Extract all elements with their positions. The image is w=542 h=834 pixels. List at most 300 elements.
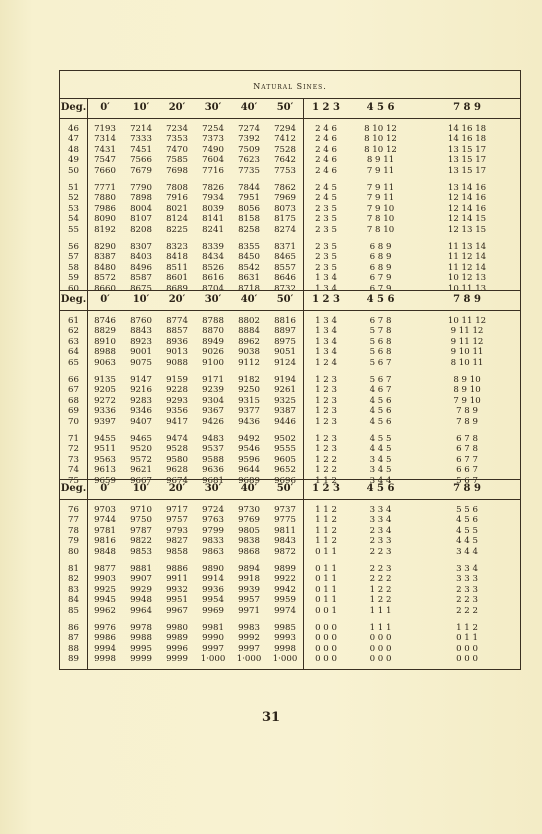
cell-min-0: 7771 [94,183,116,193]
cell-min-10: 8496 [130,262,152,273]
cell-diff-789: 3 3 4 [456,564,478,574]
cell-diff-123: 2 3 5 [315,224,337,235]
cell-min-20: 9717 [166,505,188,515]
cell-min-0: 9659 [94,475,116,486]
cell-min-40: 1·000 [236,654,262,665]
cell-diff-123: 0 1 1 [315,546,337,557]
header-diff-456: 4 5 6 [366,483,395,494]
cell-min-40: 9596 [238,454,260,465]
cell-diff-456: 5 7 8 [369,326,392,337]
cell-min-10: 8208 [130,224,152,235]
cell-diff-789: 5 5 6 [456,505,478,515]
cell-diff-456: 0 0 0 [369,654,392,665]
cell-min-0: 9986 [94,633,116,644]
cell-min-20: 8774 [166,316,188,326]
cell-min-50: 7528 [274,144,296,155]
cell-min-50: 9843 [274,536,296,547]
cell-diff-123: 1 3 4 [315,283,337,294]
cell-min-10: 9907 [130,574,152,585]
cell-diff-456: 3 3 4 [369,515,392,526]
cell-min-20: 7234 [166,124,188,134]
cell-min-30: 9100 [202,357,224,368]
cell-diff-789: 0 1 1 [456,633,478,644]
cell-min-50: 9922 [274,574,296,585]
cell-min-10: 7214 [130,124,152,134]
cell-diff-789: 6 7 7 [456,454,478,465]
cell-diff-789: 10 11 12 [447,316,487,326]
cell-min-10: 9853 [130,546,152,557]
cell-diff-456: 2 2 3 [369,564,392,574]
header-diff-789: 7 8 9 [453,294,481,305]
cell-diff-789: 6 6 7 [456,465,478,476]
cell-min-40: 8258 [238,224,260,235]
cell-min-0: 9998 [94,654,116,665]
cell-min-30: 8526 [202,262,224,273]
cell-min-50: 9775 [274,515,296,526]
cell-min-10: 9346 [130,406,152,417]
cell-diff-456: 3 3 4 [369,505,392,515]
cell-min-40: 9992 [238,633,260,644]
cell-min-10: 8004 [130,203,152,214]
cell-deg: 59 [68,273,79,284]
cell-min-40: 8802 [238,316,260,326]
cell-deg: 61 [68,316,79,326]
cell-min-0: 8988 [94,347,116,358]
cell-min-50: 9872 [274,546,296,557]
cell-min-10: 9520 [130,444,152,455]
cell-min-0: 8387 [94,252,116,263]
cell-deg: 81 [68,564,79,574]
cell-min-30: 9537 [202,444,224,455]
cell-min-20: 9013 [166,347,188,358]
cell-deg: 65 [68,357,79,368]
cell-min-10: 9621 [130,465,152,476]
cell-min-0: 7431 [94,144,116,155]
cell-min-50: 9446 [274,416,296,427]
cell-min-50: 9985 [274,623,296,633]
cell-min-0: 8660 [94,283,116,294]
cell-min-0: 9744 [94,515,116,526]
cell-min-20: 7916 [166,193,188,204]
cell-min-50: 9261 [274,385,296,396]
cell-diff-456: 6 7 8 [369,316,392,326]
cell-min-40: 9250 [238,385,260,396]
cell-min-0: 8480 [94,262,116,273]
cell-min-20: 9159 [166,375,188,385]
cell-diff-456: 3 4 5 [369,454,392,465]
cell-min-30: 8241 [202,224,224,235]
cell-min-40: 9971 [238,605,260,616]
cell-min-40: 8056 [238,203,260,214]
header-rule [60,118,520,119]
cell-deg: 75 [68,475,79,486]
cell-deg: 54 [68,214,79,225]
cell-diff-456: 7 9 11 [366,183,395,193]
cell-min-10: 8107 [130,214,152,225]
cell-min-0: 7547 [94,155,116,166]
cell-min-30: 1·000 [200,654,226,665]
cell-diff-123: 0 1 1 [315,584,337,595]
cell-min-40: 7509 [238,144,260,155]
cell-min-50: 8732 [274,283,296,294]
header-deg: Deg. [60,102,87,113]
cell-diff-789: 9 10 11 [450,347,484,358]
cell-diff-123: 1 2 2 [315,465,337,476]
cell-diff-123: 1 3 4 [315,326,337,337]
cell-min-50: 9998 [274,643,296,654]
cell-min-10: 8760 [130,316,152,326]
cell-min-50: 7969 [274,193,296,204]
cell-min-30: 9914 [202,574,224,585]
cell-min-40: 9838 [238,536,260,547]
cell-diff-456: 8 10 12 [364,134,397,145]
header-min-40: 40′ [240,483,258,494]
cell-min-40: 9894 [238,564,260,574]
cell-min-10: 7451 [130,144,152,155]
cell-min-50: 8897 [274,326,296,337]
cell-min-20: 8936 [166,336,188,347]
cell-min-0: 9816 [94,536,116,547]
cell-diff-456: 7 9 11 [366,193,395,204]
cell-min-50: 9974 [274,605,296,616]
cell-min-20: 9967 [166,605,188,616]
cell-min-40: 7735 [238,165,260,176]
cell-deg: 53 [68,203,79,214]
cell-diff-789: 11 12 14 [447,252,487,263]
header-diff-789: 7 8 9 [453,102,481,113]
cell-min-10: 9881 [130,564,152,574]
cell-min-30: 7716 [202,165,224,176]
cell-min-30: 9239 [202,385,224,396]
cell-diff-789: 11 12 14 [447,262,487,273]
cell-diff-123: 2 4 6 [315,155,337,166]
header-min-10: 10′ [132,102,150,113]
cell-min-0: 9994 [94,643,116,654]
cell-min-40: 7274 [238,124,260,134]
cell-min-30: 8339 [202,242,224,252]
cell-deg: 72 [68,444,79,455]
cell-diff-456: 5 6 7 [369,357,392,368]
cell-deg: 76 [68,505,79,515]
cell-min-0: 9903 [94,574,116,585]
cell-min-30: 8788 [202,316,224,326]
cell-min-30: 9426 [202,416,224,427]
cell-min-40: 9805 [238,525,260,536]
cell-min-0: 8572 [94,273,116,284]
cell-min-50: 7753 [274,165,296,176]
cell-deg: 50 [68,165,79,176]
header-diff-123: 1 2 3 [312,294,340,305]
cell-diff-789: 13 15 17 [447,144,487,155]
cell-diff-789: 5 6 7 [456,475,478,486]
cell-min-30: 9936 [202,584,224,595]
cell-min-20: 9951 [166,595,188,606]
cell-diff-123: 1 1 2 [315,525,337,536]
cell-min-0: 9877 [94,564,116,574]
cell-diff-789: 13 15 17 [447,155,487,166]
cell-deg: 77 [68,515,79,526]
cell-min-10: 7566 [130,155,152,166]
cell-min-20: 9228 [166,385,188,396]
cell-diff-789: 8 9 10 [453,375,481,385]
cell-diff-789: 6 7 8 [456,444,478,455]
cell-diff-456: 8 10 12 [364,124,397,134]
cell-min-20: 8323 [166,242,188,252]
cell-min-40: 8158 [238,214,260,225]
cell-deg: 83 [68,584,79,595]
cell-min-40: 9038 [238,347,260,358]
cell-min-10: 9964 [130,605,152,616]
cell-min-10: 9001 [130,347,152,358]
cell-min-0: 9976 [94,623,116,633]
cell-diff-789: 12 14 16 [447,193,487,204]
cell-diff-123: 1 2 3 [315,406,337,417]
cell-min-20: 9417 [166,416,188,427]
cell-min-0: 8746 [94,316,116,326]
cell-min-40: 8631 [238,273,260,284]
cell-diff-456: 4 6 7 [369,385,392,396]
cell-min-0: 8290 [94,242,116,252]
cell-min-30: 8141 [202,214,224,225]
cell-min-20: 9356 [166,406,188,417]
cell-min-30: 8616 [202,273,224,284]
header-min-0: 0′ [100,294,110,305]
cell-diff-123: 1 2 3 [315,444,337,455]
cell-min-50: 7862 [274,183,296,193]
cell-deg: 62 [68,326,79,337]
cell-diff-456: 2 2 3 [369,546,392,557]
cell-diff-456: 5 6 8 [369,336,392,347]
cell-min-50: 7412 [274,134,296,145]
cell-diff-123: 1 2 2 [315,454,337,465]
cell-min-20: 8511 [166,262,188,273]
cell-min-10: 9216 [130,385,152,396]
cell-min-0: 8192 [94,224,116,235]
cell-min-30: 9171 [202,375,224,385]
cell-min-0: 9336 [94,406,116,417]
cell-min-20: 8124 [166,214,188,225]
cell-min-40: 7623 [238,155,260,166]
cell-diff-123: 1 3 4 [315,336,337,347]
cell-diff-123: 2 3 5 [315,242,337,252]
cell-diff-123: 1 3 4 [315,347,337,358]
cell-diff-456: 2 3 4 [369,525,392,536]
cell-diff-789: 1 1 2 [456,623,478,633]
cell-min-10: 8307 [130,242,152,252]
cell-diff-456: 2 3 3 [369,536,392,547]
cell-diff-123: 0 0 1 [315,605,337,616]
cell-diff-789: 12 13 15 [447,224,487,235]
cell-min-10: 9995 [130,643,152,654]
cell-min-30: 9863 [202,546,224,557]
cell-diff-456: 6 7 9 [369,283,392,294]
cell-diff-789: 2 2 2 [456,605,478,616]
cell-diff-123: 2 4 6 [315,124,337,134]
cell-diff-123: 2 3 5 [315,203,337,214]
cell-diff-456: 3 4 4 [369,475,392,486]
cell-diff-456: 1 2 2 [369,595,392,606]
cell-diff-456: 5 6 7 [369,375,392,385]
cell-deg: 69 [68,406,79,417]
cell-diff-456: 8 10 12 [364,144,397,155]
cell-deg: 57 [68,252,79,263]
cell-diff-456: 6 8 9 [369,262,392,273]
cell-min-50: 9942 [274,584,296,595]
cell-min-40: 7951 [238,193,260,204]
cell-min-10: 7898 [130,193,152,204]
cell-min-10: 8587 [130,273,152,284]
cell-min-30: 9969 [202,605,224,616]
table-title: Natural Sines. [253,82,327,91]
cell-min-30: 8704 [202,283,224,294]
cell-diff-456: 7 9 10 [366,203,395,214]
cell-min-30: 9890 [202,564,224,574]
cell-diff-456: 3 4 5 [369,465,392,476]
cell-deg: 88 [68,643,79,654]
cell-diff-456: 7 9 11 [366,165,395,176]
cell-min-40: 8355 [238,242,260,252]
cell-min-20: 9858 [166,546,188,557]
cell-min-50: 9325 [274,395,296,406]
cell-min-30: 8870 [202,326,224,337]
cell-min-10: 9750 [130,515,152,526]
cell-min-40: 8718 [238,283,260,294]
cell-min-30: 9724 [202,505,224,515]
cell-min-50: 9993 [274,633,296,644]
cell-diff-123: 2 4 5 [315,193,337,204]
header-rule [60,499,520,500]
cell-min-20: 9980 [166,623,188,633]
cell-diff-123: 2 4 6 [315,134,337,145]
cell-min-50: 1·000 [272,654,298,665]
cell-diff-123: 1 2 3 [315,416,337,427]
cell-deg: 58 [68,262,79,273]
cell-min-10: 9075 [130,357,152,368]
cell-min-0: 9205 [94,385,116,396]
header-min-50: 50′ [276,294,294,305]
cell-min-0: 9925 [94,584,116,595]
cell-diff-789: 7 9 10 [453,395,481,406]
cell-diff-789: 0 0 0 [456,654,478,665]
cell-min-10: 9710 [130,505,152,515]
cell-diff-456: 7 8 10 [366,214,395,225]
cell-min-30: 7934 [202,193,224,204]
cell-min-20: 9757 [166,515,188,526]
cell-diff-123: 0 0 0 [315,623,337,633]
cell-min-30: 9367 [202,406,224,417]
cell-min-20: 9827 [166,536,188,547]
cell-deg: 86 [68,623,79,633]
cell-diff-789: 3 4 4 [456,546,478,557]
cell-deg: 84 [68,595,79,606]
header-min-0: 0′ [100,102,110,113]
cell-diff-456: 0 0 0 [369,633,392,644]
header-diff-123: 1 2 3 [312,102,340,113]
cell-min-20: 7353 [166,134,188,145]
cell-min-40: 9315 [238,395,260,406]
cell-min-10: 9929 [130,584,152,595]
cell-min-50: 8371 [274,242,296,252]
cell-min-20: 9996 [166,643,188,654]
cell-min-10: 9465 [130,434,152,444]
cell-min-30: 9304 [202,395,224,406]
cell-min-30: 9763 [202,515,224,526]
cell-min-0: 8910 [94,336,116,347]
cell-min-0: 9781 [94,525,116,536]
cell-diff-123: 1 1 2 [315,505,337,515]
cell-min-40: 9546 [238,444,260,455]
cell-min-30: 7826 [202,183,224,193]
cell-min-10: 9667 [130,475,152,486]
cell-diff-456: 4 5 6 [369,416,392,427]
cell-diff-789: 14 16 18 [447,134,487,145]
cell-diff-789: 13 14 16 [447,183,487,193]
cell-min-20: 8418 [166,252,188,263]
cell-min-10: 9787 [130,525,152,536]
cell-min-10: 9407 [130,416,152,427]
cell-deg: 74 [68,465,79,476]
cell-min-40: 9868 [238,546,260,557]
cell-deg: 71 [68,434,79,444]
cell-diff-123: 0 0 0 [315,643,337,654]
cell-deg: 67 [68,385,79,396]
cell-min-20: 7808 [166,183,188,193]
cell-min-10: 9822 [130,536,152,547]
header-diff-123: 1 2 3 [312,483,340,494]
cell-min-50: 9124 [274,357,296,368]
cell-min-10: 7679 [130,165,152,176]
cell-deg: 78 [68,525,79,536]
cell-min-50: 8175 [274,214,296,225]
cell-diff-789: 2 3 3 [456,584,478,595]
natural-sines-table [59,70,521,670]
page-number: 31 [261,710,281,725]
cell-deg: 80 [68,546,79,557]
cell-deg: 56 [68,242,79,252]
cell-min-40: 9689 [238,475,260,486]
cell-diff-123: 2 4 6 [315,144,337,155]
cell-min-50: 8975 [274,336,296,347]
cell-min-40: 9957 [238,595,260,606]
cell-min-20: 9293 [166,395,188,406]
cell-deg: 87 [68,633,79,644]
cell-diff-789: 4 4 5 [456,536,478,547]
header-diff-456: 4 5 6 [366,102,395,113]
cell-diff-456: 1 1 1 [369,623,392,633]
cell-diff-123: 0 0 0 [315,633,337,644]
cell-min-50: 7294 [274,124,296,134]
cell-min-0: 8090 [94,214,116,225]
header-min-20: 20′ [168,102,186,113]
cell-diff-123: 0 1 1 [315,595,337,606]
cell-min-20: 9932 [166,584,188,595]
header-min-40: 40′ [240,294,258,305]
cell-min-40: 9492 [238,434,260,444]
cell-diff-123: 1 2 3 [315,385,337,396]
cell-min-10: 9283 [130,395,152,406]
cell-diff-456: 4 4 5 [369,444,392,455]
cell-min-50: 8073 [274,203,296,214]
cell-min-10: 9978 [130,623,152,633]
cell-deg: 48 [68,144,79,155]
header-deg: Deg. [60,294,87,305]
cell-min-50: 8816 [274,316,296,326]
cell-min-0: 9848 [94,546,116,557]
cell-min-40: 8542 [238,262,260,273]
cell-diff-789: 9 11 12 [450,336,484,347]
cell-min-10: 9988 [130,633,152,644]
cell-min-50: 8557 [274,262,296,273]
